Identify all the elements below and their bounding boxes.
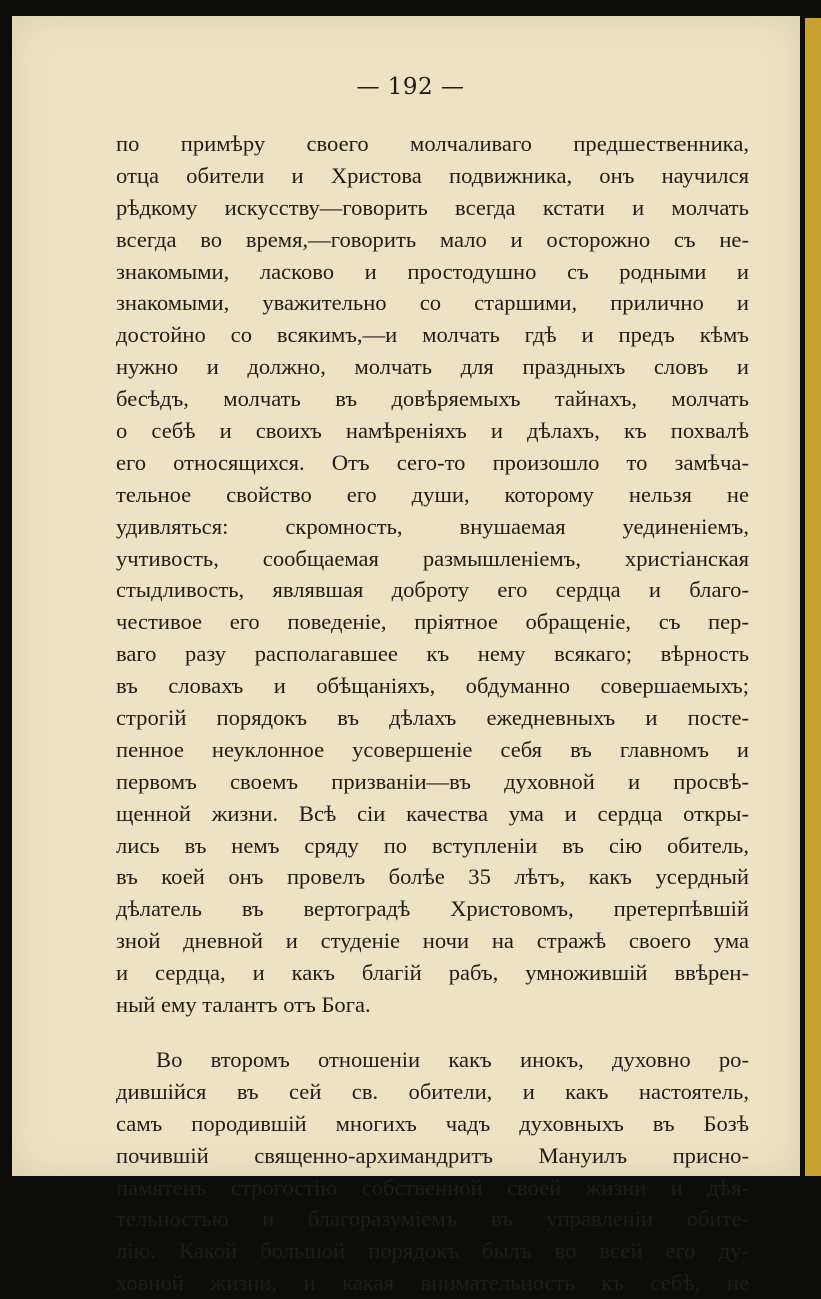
- text-line: достойно со всякимъ,—и молчать гдѣ и предъ кѣмъ: [116, 322, 749, 348]
- text-line: лію. Какой большой порядокъ былъ во всей его ду-: [116, 1238, 749, 1264]
- text-line: ховной жизни, и какая внимательность къ себѣ, не: [116, 1270, 749, 1296]
- text-body: [116, 128, 749, 1299]
- text-line: ваго разу располагавшее къ нему всякаго; вѣрность: [116, 641, 749, 667]
- text-line: памятенъ строгостію собственной своей жизни и дѣя-: [116, 1174, 749, 1200]
- text-line: знакомыми, уважительно со старшими, прилично и: [116, 290, 749, 316]
- text-line: рѣдкому искусству—говорить всегда кстати и молчать: [116, 194, 749, 220]
- text-line: стыдливость, являвшая доброту его сердца и благо-: [116, 577, 749, 603]
- text-line: первомъ своемъ призваніи—въ духовной и просвѣ-: [116, 768, 749, 794]
- text-line: Во второмъ отношеніи какъ инокъ, духовно ро-: [156, 1046, 749, 1072]
- paragraph-1: [116, 128, 749, 1021]
- page-edge: [805, 18, 821, 1176]
- text-line: бесѣдъ, молчать въ довѣряемыхъ тайнахъ, молчать: [116, 386, 749, 412]
- text-line: дѣлатель въ вертоградѣ Христовомъ, претерпѣвшій: [116, 896, 749, 922]
- text-line: по примѣру своего молчаливаго предшественника,: [116, 131, 749, 156]
- text-line: всегда во время,—говорить мало и осторожно съ не-: [116, 226, 749, 252]
- text-line: знакомыми, ласково и простодушно съ родными и: [116, 258, 749, 284]
- text-line: тельностью и благоразуміемъ въ управленіи обите-: [116, 1206, 749, 1232]
- text-line: о себѣ и своихъ намѣреніяхъ и дѣлахъ, къ похвалѣ: [116, 418, 749, 444]
- paragraph-gap: [116, 1021, 749, 1044]
- text-line: учтивость, сообщаемая размышленіемъ, христіанская: [116, 545, 749, 571]
- text-line: строгій порядокъ въ дѣлахъ ежедневныхъ и посте-: [116, 705, 749, 731]
- text-line: зной дневной и студеніе ночи на стражѣ своего ума: [116, 928, 749, 954]
- text-line: честивое его поведеніе, пріятное обращеніе, съ пер-: [116, 609, 749, 635]
- text-line: удивляться: скромность, внушаемая уединеніемъ,: [116, 513, 749, 539]
- text-line: и сердца, и какъ благій рабъ, умножившій ввѣрен-: [116, 960, 749, 986]
- text-line: лись въ немъ сряду по вступленіи въ сію обитель,: [116, 832, 749, 858]
- text-line: пенное неуклонное усовершеніе себя въ главномъ и: [116, 736, 749, 762]
- paragraph-2: [116, 1044, 749, 1299]
- text-line: въ коей онъ провелъ болѣе 35 лѣтъ, какъ усердный: [116, 864, 749, 890]
- text-line: тельное свойство его души, которому нельзя не: [116, 481, 749, 507]
- text-line: въ словахъ и обѣщаніяхъ, обдуманно совершаемыхъ;: [116, 673, 749, 699]
- text-line: щенной жизни. Всѣ сіи качества ума и сердца откры-: [116, 800, 749, 826]
- page-number: — 192 —: [356, 74, 465, 100]
- text-line: дившійся въ сей св. обители, и какъ настоятель,: [116, 1078, 749, 1104]
- text-line: его относящихся. Отъ сего-то произошло то замѣча-: [116, 449, 749, 475]
- text-line: самъ породившій многихъ чадъ духовныхъ въ Бозѣ: [116, 1110, 749, 1136]
- text-line: отца обители и Христова подвижника, онъ научился: [116, 162, 749, 188]
- text-line: почившій священно-архимандритъ Мануилъ присно-: [116, 1142, 749, 1168]
- text-line: ный ему талантъ отъ Бога.: [116, 992, 371, 1018]
- text-line: нужно и должно, молчать для праздныхъ словъ и: [116, 354, 749, 380]
